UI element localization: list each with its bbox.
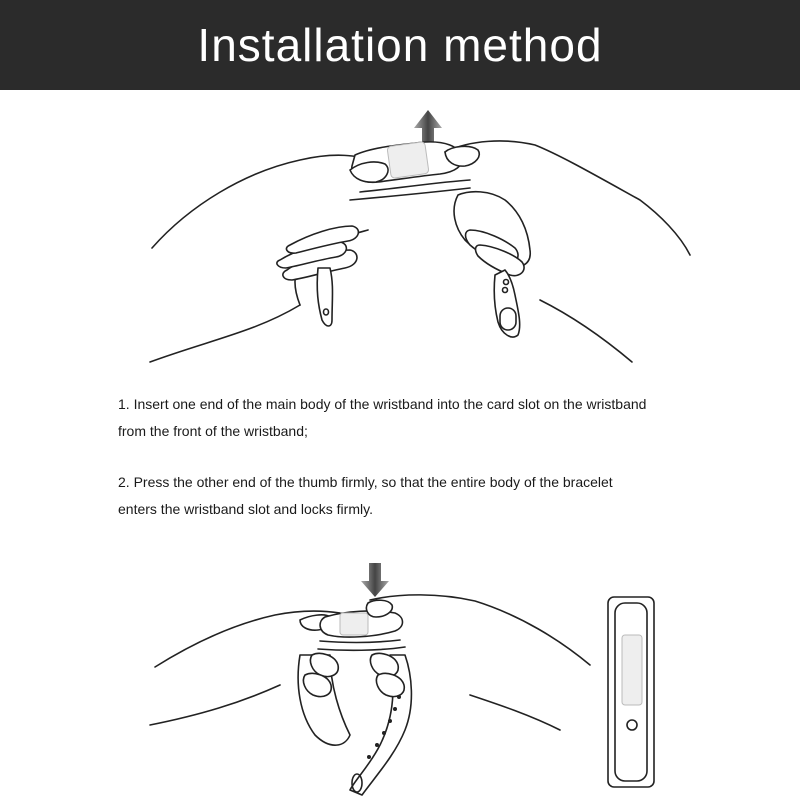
press-wristband-illustration — [0, 555, 800, 800]
page-header — [0, 0, 800, 90]
step-1-line-1: 1. Insert one end of the main body of the wristband into the card slot on the wristband — [118, 396, 647, 412]
step-2-line-2: enters the wristband slot and locks firmly. — [118, 501, 373, 517]
step-2-line-1: 2. Press the other end of the thumb firmly, so that the entire body of the bracelet — [118, 474, 613, 490]
step-1-line-2: from the front of the wristband; — [118, 423, 308, 439]
arrow-down-icon — [361, 563, 389, 597]
assembled-band-illustration — [608, 597, 654, 787]
insert-wristband-illustration — [0, 100, 800, 375]
instruction-step-1 — [118, 391, 718, 445]
page-title: Installation method — [197, 19, 603, 71]
instruction-step-2 — [118, 469, 718, 523]
